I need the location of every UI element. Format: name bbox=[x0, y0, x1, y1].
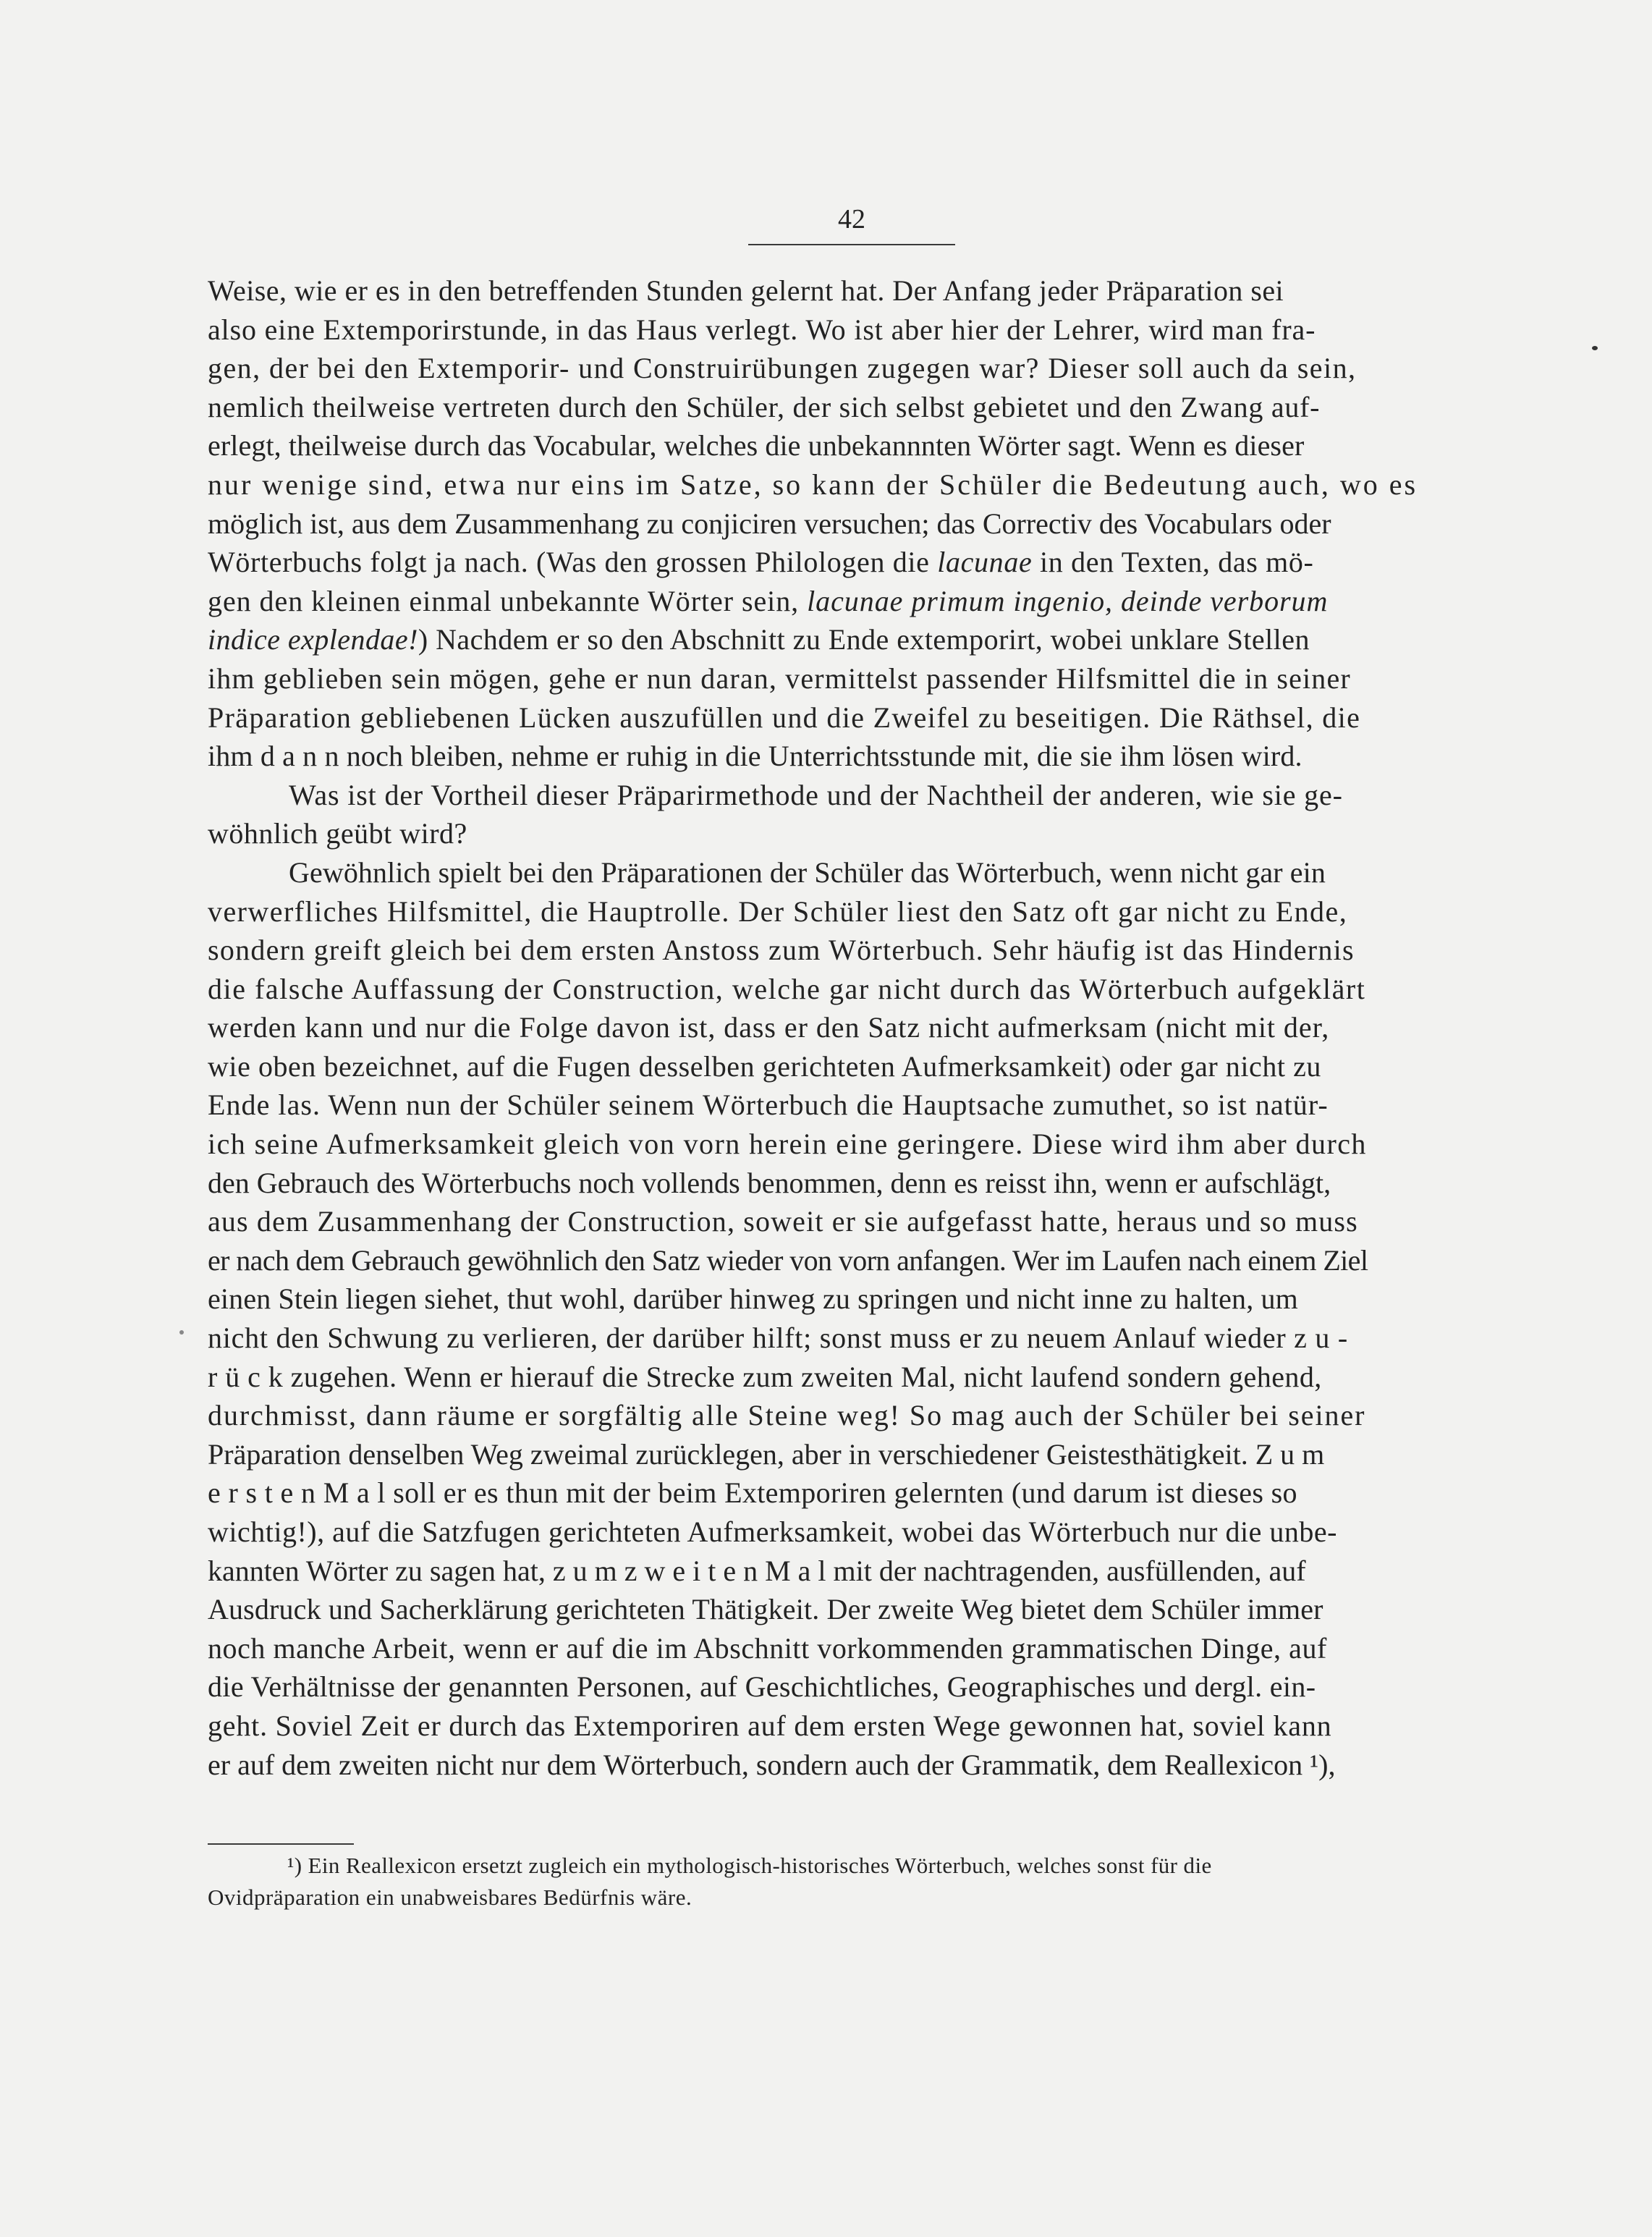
line-text: Weise, wie er es in den betreffenden Stunden gelernt hat. Der Anfang jeder Präparation sei bbox=[208, 274, 1284, 307]
text-line bbox=[208, 1086, 1488, 1125]
text-line bbox=[208, 1008, 1488, 1047]
line-text: den Gebrauch des Wörterbuchs noch vollends benommen, denn es reisst ihn, wenn er aufschlägt, bbox=[208, 1166, 1331, 1199]
text-line bbox=[208, 582, 1488, 621]
text-line bbox=[208, 1590, 1488, 1629]
text-line bbox=[208, 1202, 1488, 1241]
footnote-line bbox=[208, 1882, 1488, 1913]
line-text: Gewöhnlich spielt bei den Präparationen der Schüler das Wörterbuch, wenn nicht gar ein bbox=[289, 855, 1326, 889]
text-line bbox=[208, 1125, 1488, 1164]
line-text: Ende las. Wenn nun der Schüler seinem Wörterbuch die Hauptsache zumuthet, so ist natür- bbox=[208, 1088, 1329, 1122]
text-line bbox=[208, 1473, 1488, 1513]
line-text: aus dem Zusammenhang der Construction, soweit er sie aufgefasst hatte, heraus und so muss bbox=[208, 1205, 1358, 1238]
text-line bbox=[208, 931, 1488, 970]
text-line bbox=[208, 1164, 1488, 1203]
text-line bbox=[208, 426, 1488, 465]
line-text: nicht den Schwung zu verlieren, der darüber hilft; sonst muss er zu neuem Anlauf wieder z u - bbox=[208, 1322, 1348, 1355]
line-text: wie oben bezeichnet, auf die Fugen desselben gerichteten Aufmerksamkeit) oder gar nicht zu bbox=[208, 1049, 1321, 1083]
line-text: geht. Soviel Zeit er durch das Extemporiren auf dem ersten Wege gewonnen hat, soviel kann bbox=[208, 1709, 1332, 1742]
line-text: erlegt, theilweise durch das Vocabular, welches die unbekannnten Wörter sagt. Wenn es dieser bbox=[208, 429, 1305, 462]
text-line bbox=[208, 310, 1488, 350]
text-line bbox=[208, 1358, 1488, 1397]
footnote-line bbox=[208, 1850, 1488, 1882]
line-text: wöhnlich geübt wird? bbox=[208, 817, 467, 850]
line-text: nemlich theilweise vertreten durch den Schüler, der sich selbst gebietet und den Zwang auf- bbox=[208, 390, 1321, 423]
print-speck bbox=[179, 1330, 184, 1335]
text-line bbox=[208, 1552, 1488, 1591]
text-line bbox=[208, 1629, 1488, 1668]
text-line bbox=[208, 1746, 1488, 1785]
text-line bbox=[208, 1319, 1488, 1358]
text-line bbox=[208, 698, 1488, 737]
line-text: e r s t e n M a l soll er es thun mit der beim Extemporiren gelernten (und darum ist dieses so bbox=[208, 1476, 1297, 1510]
text-line bbox=[208, 465, 1488, 504]
line-text: kannten Wörter zu sagen hat, z u m z w e i t e n M a l mit der nachtragenden, ausfüllenden, auf bbox=[208, 1554, 1306, 1587]
line-text: ich seine Aufmerksamkeit gleich von vorn herein eine geringere. Diese wird ihm aber durch bbox=[208, 1128, 1367, 1161]
line-text: Wörterbuchs folgt ja nach. (Was den grossen Philologen die lacunae in den Texten, das mö- bbox=[208, 546, 1314, 579]
line-text: werden kann und nur die Folge davon ist, dass er den Satz nicht aufmerksam (nicht mit der, bbox=[208, 1011, 1330, 1044]
body-text bbox=[208, 271, 1488, 1784]
line-text: er nach dem Gebrauch gewöhnlich den Satz wieder von vorn anfangen. Wer im Laufen nach einem Ziel bbox=[208, 1243, 1368, 1277]
text-line bbox=[208, 853, 1488, 892]
footnotes bbox=[208, 1850, 1488, 1913]
line-text: ihm geblieben sein mögen, gehe er nun daran, vermittelst passender Hilfsmittel die in seiner bbox=[208, 661, 1351, 695]
line-text: möglich ist, aus dem Zusammenhang zu conjiciren versuchen; das Correctiv des Vocabulars oder bbox=[208, 507, 1331, 540]
line-text: er auf dem zweiten nicht nur dem Wörterbuch, sondern auch der Grammatik, dem Reallexicon ¹), bbox=[208, 1748, 1336, 1781]
line-text: gen den kleinen einmal unbekannte Wörter sein, lacunae primum ingenio, deinde verborum bbox=[208, 584, 1329, 617]
text-line bbox=[208, 620, 1488, 659]
line-text: wichtig!), auf die Satzfugen gerichteten Aufmerksamkeit, wobei das Wörterbuch nur die unbe- bbox=[208, 1515, 1337, 1548]
text-line bbox=[208, 1667, 1488, 1707]
text-line bbox=[208, 1047, 1488, 1086]
text-line bbox=[208, 1280, 1488, 1319]
line-text: verwerfliches Hilfsmittel, die Hauptrolle. Der Schüler liest den Satz oft gar nicht zu Ende, bbox=[208, 895, 1348, 928]
line-text: die falsche Auffassung der Construction, welche gar nicht durch das Wörterbuch aufgeklärt bbox=[208, 972, 1366, 1005]
text-line bbox=[208, 543, 1488, 582]
line-text: durchmisst, dann räume er sorgfältig alle Steine weg! So mag auch der Schüler bei seiner bbox=[208, 1399, 1366, 1432]
header-rule bbox=[748, 244, 955, 245]
line-text: Was ist der Vortheil dieser Präparirmethode und der Nachtheil der anderen, wie sie ge- bbox=[289, 778, 1343, 811]
text-line bbox=[208, 1241, 1488, 1280]
line-text: gen, der bei den Extemporir- und Construirübungen zugegen war? Dieser soll auch da sein, bbox=[208, 352, 1357, 385]
line-text: ihm d a n n noch bleiben, nehme er ruhig in die Unterrichtsstunde mit, die sie ihm lösen wird. bbox=[208, 740, 1302, 773]
text-line bbox=[208, 814, 1488, 853]
text-line bbox=[208, 892, 1488, 931]
line-text: noch manche Arbeit, wenn er auf die im Abschnitt vorkommenden grammatischen Dinge, auf bbox=[208, 1631, 1327, 1665]
page-number: 42 bbox=[838, 204, 865, 234]
text-line bbox=[208, 1396, 1488, 1435]
text-line bbox=[208, 970, 1488, 1009]
line-text: einen Stein liegen siehet, thut wohl, darüber hinweg zu springen und nicht inne zu halten, um bbox=[208, 1282, 1298, 1316]
line-text: Ovidpräparation ein unabweisbares Bedürfnis wäre. bbox=[208, 1885, 692, 1910]
line-text: also eine Extemporirstunde, in das Haus verlegt. Wo ist aber hier der Lehrer, wird man fra- bbox=[208, 313, 1316, 346]
line-text: Präparation denselben Weg zweimal zurücklegen, aber in verschiedener Geistesthätigkeit. Z u m bbox=[208, 1437, 1325, 1471]
text-line bbox=[208, 776, 1488, 815]
footnote-rule bbox=[208, 1843, 354, 1845]
text-line bbox=[208, 1435, 1488, 1474]
line-text: die Verhältnisse der genannten Personen, auf Geschichtliches, Geographisches und dergl. ein- bbox=[208, 1670, 1316, 1704]
line-text: Präparation gebliebenen Lücken auszufüllen und die Zweifel zu beseitigen. Die Räthsel, die bbox=[208, 701, 1361, 734]
line-text: Ausdruck und Sacherklärung gerichteten Thätigkeit. Der zweite Weg bietet dem Schüler immer bbox=[208, 1593, 1323, 1626]
print-speck bbox=[1592, 346, 1598, 350]
text-line bbox=[208, 737, 1488, 776]
text-line bbox=[208, 1513, 1488, 1552]
text-line bbox=[208, 659, 1488, 698]
text-line bbox=[208, 349, 1488, 388]
line-text: ¹) Ein Reallexicon ersetzt zugleich ein mythologisch-historisches Wörterbuch, welches sonst für die bbox=[287, 1853, 1212, 1878]
text-line bbox=[208, 271, 1488, 310]
line-text: nur wenige sind, etwa nur eins im Satze, so kann der Schüler die Bedeutung auch, wo es bbox=[208, 468, 1418, 501]
line-text: sondern greift gleich bei dem ersten Anstoss zum Wörterbuch. Sehr häufig ist das Hindernis bbox=[208, 934, 1355, 967]
line-text: r ü c k zugehen. Wenn er hierauf die Strecke zum zweiten Mal, nicht laufend sondern gehend, bbox=[208, 1360, 1322, 1393]
line-text: indice explendae!) Nachdem er so den Abschnitt zu Ende extemporirt, wobei unklare Stellen bbox=[208, 623, 1310, 656]
text-line bbox=[208, 1707, 1488, 1746]
text-line bbox=[208, 504, 1488, 544]
text-line bbox=[208, 388, 1488, 427]
